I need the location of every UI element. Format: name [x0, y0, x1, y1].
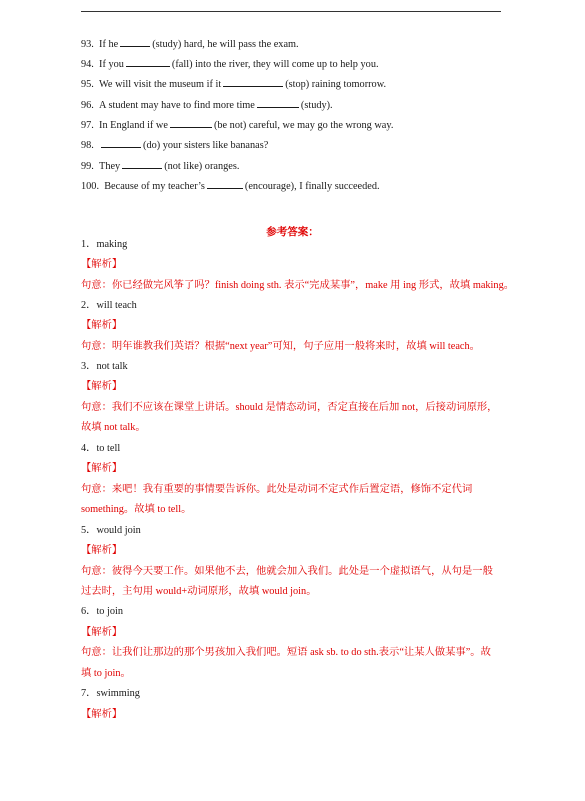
jiexi-tag: 【解析】 [81, 320, 123, 331]
explanation-line: 句意：让我们让那边的那个男孩加入我们吧。短语 ask sb. to do sth.表示“让某人做某事”。故 [81, 647, 491, 658]
question-95: 95. We will visit the museum if it (stop) raining tomorrow. [81, 79, 387, 90]
jiexi-tag: 【解析】 [81, 463, 123, 474]
answer-blank[interactable] [101, 138, 141, 148]
answer-label-5: 5．would join [81, 525, 141, 536]
jiexi-tag: 【解析】 [81, 709, 123, 720]
question-100: 100. Because of my teacher’s (encourage), I finally succeeded. [81, 181, 380, 192]
explanation-line: something。故填 to tell。 [81, 504, 192, 515]
explanation-line: 句意：我们不应该在课堂上讲话。should 是情态动词，否定直接在后加 not，后接动词原形， [81, 402, 498, 413]
answer-label-7: 7．swimming [81, 688, 140, 699]
explanation-line: 故填 not talk。 [81, 422, 146, 433]
answer-label-2: 2．will teach [81, 300, 137, 311]
answer-label-6: 6．to join [81, 606, 124, 617]
answer-blank[interactable] [207, 179, 243, 189]
explanation-line: 句意：明年谁教我们英语？根据“next year”可知，句子应用一般将来时，故填 will teach。 [81, 341, 480, 352]
answers-title: 参考答案： [266, 227, 319, 238]
question-97: 97. In England if we (be not) careful, we may go the wrong way. [81, 120, 394, 131]
explanation-line: 句意：你已经做完风筝了吗？finish doing sth. 表示“完成某事”，make 用 ing 形式，故填 making。 [81, 280, 515, 291]
question-96: 96. A student may have to find more time (study). [81, 100, 333, 111]
answer-blank[interactable] [122, 159, 162, 169]
top-rule [81, 11, 501, 12]
jiexi-tag: 【解析】 [81, 545, 123, 556]
answer-label-4: 4．to tell [81, 443, 121, 454]
answer-blank[interactable] [257, 98, 299, 108]
jiexi-tag: 【解析】 [81, 627, 123, 638]
question-93: 93. If he (study) hard, he will pass the exam. [81, 39, 299, 50]
explanation-line: 句意：来吧！我有重要的事情要告诉你。此处是动词不定式作后置定语，修饰不定代词 [81, 484, 473, 495]
answer-label-3: 3．not talk [81, 361, 128, 372]
answer-label-1: 1．making [81, 239, 128, 250]
jiexi-tag: 【解析】 [81, 259, 123, 270]
jiexi-tag: 【解析】 [81, 381, 123, 392]
explanation-line: 填 to join。 [81, 668, 131, 679]
explanation-line: 过去时，主句用 would+动词原形，故填 would join。 [81, 586, 317, 597]
answer-blank[interactable] [170, 118, 212, 128]
question-98: 98. (do) your sisters like bananas? [81, 140, 269, 151]
answer-blank[interactable] [126, 57, 170, 67]
question-94: 94. If you (fall) into the river, they will come up to help you. [81, 59, 379, 70]
answer-blank[interactable] [223, 77, 283, 87]
explanation-line: 句意：彼得今天要工作。如果他不去，他就会加入我们。此处是一个虚拟语气，从句是一般 [81, 566, 493, 577]
question-99: 99. They (not like) oranges. [81, 161, 240, 172]
answer-blank[interactable] [120, 37, 150, 47]
